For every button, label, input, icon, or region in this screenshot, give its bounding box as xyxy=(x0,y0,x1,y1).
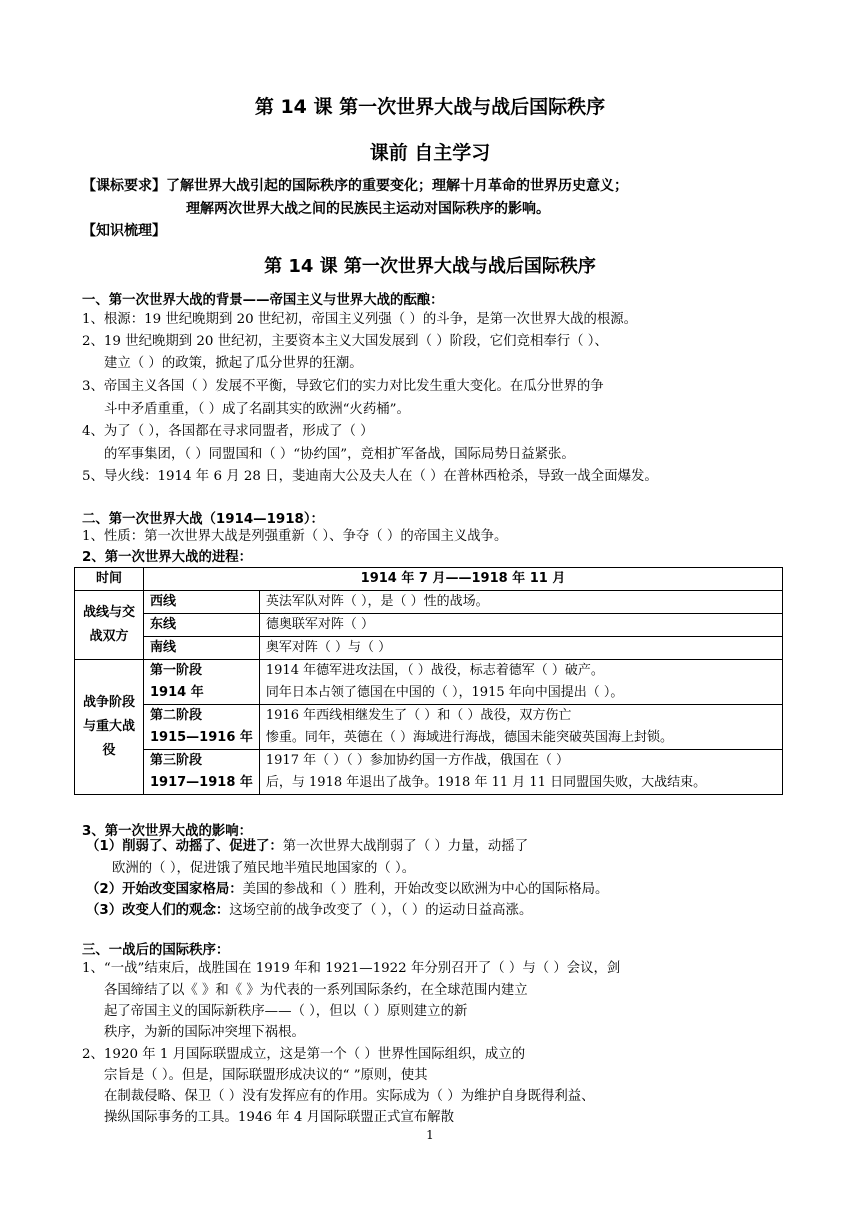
s3-line1b: 各国缔结了以《 》和《 》为代表的一系列国际条约，在全球范围内建立 xyxy=(104,983,528,998)
stage-text xyxy=(259,750,782,795)
page-subtitle: 课前 自主学习 xyxy=(369,142,491,164)
stage-text-line1: 1914 年德军进攻法国，（ ）战役，标志着德军（ ）破产。 xyxy=(265,663,604,678)
war-progress-table xyxy=(74,567,783,795)
s3-line2b: 宗旨是（ ）。但是，国际联盟形成决议的“ ”原则，使其 xyxy=(104,1068,428,1083)
kebiao-text1: 了解世界大战引起的国际秩序的重要变化；理解十月革命的世界历史意义； xyxy=(166,178,628,194)
zhishi-label: 【知识梳理】 xyxy=(82,223,166,239)
stage-name-line2: 1914 年 xyxy=(150,685,204,700)
impact3-text: 这场空前的战争改变了（ ），（ ）的运动日益高涨。 xyxy=(229,903,533,918)
table-row xyxy=(75,660,783,705)
s1-line2b: 建立（ ）的政策，掀起了瓜分世界的狂潮。 xyxy=(104,356,363,371)
page-number: 1 xyxy=(426,1128,434,1142)
front-text: 英法军队对阵（ ），是（ ）性的战场。 xyxy=(259,591,782,614)
section-title: 第 14 课 第一次世界大战与战后国际秩序 xyxy=(264,256,596,277)
impact2-heading: （2）开始改变国家格局： xyxy=(86,882,243,897)
stage-name xyxy=(144,750,260,795)
table-row xyxy=(75,750,783,795)
stage-text-line2: 同年日本占领了德国在中国的（ ），1915 年向中国提出（ ）。 xyxy=(265,685,624,700)
front-group-label: 战线与交战双方 xyxy=(75,591,144,660)
s1-line4b: 的军事集团，（ ）同盟国和（ ）“协约国”，竞相扩军备战，国际局势日益紧张。 xyxy=(104,447,575,462)
kebiao-line1 xyxy=(82,175,628,195)
stage-text xyxy=(259,660,782,705)
stage-text-line2: 后，与 1918 年退出了战争。1918 年 11 月 11 日同盟国失败，大战结束。 xyxy=(265,775,707,790)
kebiao-text2: 理解两次世界大战之间的民族民主运动对国际秩序的影响。 xyxy=(186,201,550,217)
stage-name-line1: 第三阶段 xyxy=(150,753,203,768)
stage-name xyxy=(144,660,260,705)
s3-line2d: 操纵国际事务的工具。1946 年 4 月国际联盟正式宣布解散 xyxy=(104,1110,454,1125)
kebiao-label: 【课标要求】 xyxy=(82,178,166,194)
stage-name-line1: 第一阶段 xyxy=(150,663,203,678)
table-row xyxy=(75,591,783,614)
stage-group-label: 战争阶段与重大战役 xyxy=(75,660,144,795)
stage-name-line2: 1917—1918 年 xyxy=(150,775,253,790)
s3-heading: 三、一战后的国际秩序： xyxy=(82,943,230,958)
stage-text-line1: 1917 年（ ）（ ）参加协约国一方作战，俄国在（ ） xyxy=(265,753,570,768)
s1-line2a: 2、19 世纪晚期到 20 世纪初，主要资本主义大国发展到（ ）阶段，它们竞相奉行（ ）、 xyxy=(82,334,608,349)
page-title: 第 14 课 第一次世界大战与战后国际秩序 xyxy=(254,96,606,118)
s1-line1: 1、根源：19 世纪晚期到 20 世纪初，帝国主义列强（ ）的斗争，是第一次世界大战的根源。 xyxy=(82,312,638,327)
stage-text-line2: 惨重。同年，英德在（ ）海域进行海战，德国未能突破英国海上封锁。 xyxy=(265,730,674,745)
s1-line3a: 3、帝国主义各国（ ）发展不平衡，导致它们的实力对比发生重大变化。在瓜分世界的争 xyxy=(82,379,604,394)
stage-text-line1: 1916 年西线相继发生了（ ）和（ ）战役，双方伤亡 xyxy=(265,708,572,723)
stage-name-line2: 1915—1916 年 xyxy=(150,730,253,745)
front-name: 西线 xyxy=(144,591,260,614)
table-row xyxy=(75,614,783,637)
s2-impact2 xyxy=(86,880,608,900)
table-row xyxy=(75,568,783,591)
front-text: 奥军对阵（ ）与（ ） xyxy=(259,637,782,660)
time-value: 1914 年 7 月——1918 年 11 月 xyxy=(144,568,783,591)
s1-line3b: 斗中矛盾重重，（ ）成了名副其实的欧洲“火药桶”。 xyxy=(104,402,410,417)
s2-heading: 二、第一次世界大战（1914—1918）： xyxy=(82,512,324,527)
stage-text xyxy=(259,705,782,750)
stage-name xyxy=(144,705,260,750)
table-row xyxy=(75,705,783,750)
s2-line2: 2、第一次世界大战的进程： xyxy=(82,550,253,565)
s3-line1d: 秩序，为新的国际冲突埋下祸根。 xyxy=(104,1025,305,1040)
s1-line4a: 4、为了（ ），各国都在寻求同盟者，形成了（ ） xyxy=(82,424,374,439)
time-label: 时间 xyxy=(75,568,144,591)
s3-line2c: 在制裁侵略、保卫（ ）没有发挥应有的作用。实际成为（ ）为维护自身既得利益、 xyxy=(104,1089,595,1104)
s2-impact1a xyxy=(86,837,528,857)
front-name: 南线 xyxy=(144,637,260,660)
s2-impact1b: 欧洲的（ ），促进饿了殖民地半殖民地国家的（ ）。 xyxy=(112,861,416,876)
s2-impact3 xyxy=(86,901,532,921)
s1-line5: 5、导火线：1914 年 6 月 28 日，斐迪南大公及夫人在（ ）在普林西枪杀，导致一战全面爆发。 xyxy=(82,469,658,484)
s2-line1: 1、性质：第一次世界大战是列强重新（ ）、争夺（ ）的帝国主义战争。 xyxy=(82,529,508,544)
s1-heading: 一、第一次世界大战的背景——帝国主义与世界大战的酝酿： xyxy=(82,293,444,308)
stage-name-line1: 第二阶段 xyxy=(150,708,203,723)
front-name: 东线 xyxy=(144,614,260,637)
impact1-text: 第一次世界大战削弱了（ ）力量，动摇了 xyxy=(282,839,529,854)
impact1-heading: （1）削弱了、动摇了、促进了： xyxy=(86,839,283,854)
front-text: 德奥联军对阵（ ） xyxy=(259,614,782,637)
s3-line2a: 2、1920 年 1 月国际联盟成立，这是第一个（ ）世界性国际组织，成立的 xyxy=(82,1047,526,1062)
impact2-text: 美国的参战和（ ）胜利，开始改变以欧洲为中心的国际格局。 xyxy=(242,882,609,897)
s2-line3: 3、第一次世界大战的影响： xyxy=(82,824,253,839)
s3-line1a: 1、“一战”结束后，战胜国在 1919 年和 1921—1922 年分别召开了（ ）与（ ）会议，剑 xyxy=(82,961,621,976)
table-row xyxy=(75,637,783,660)
impact3-heading: （3）改变人们的观念： xyxy=(86,903,230,918)
s3-line1c: 起了帝国主义的国际新秩序——（ ），但以（ ）原则建立的新 xyxy=(104,1004,468,1019)
